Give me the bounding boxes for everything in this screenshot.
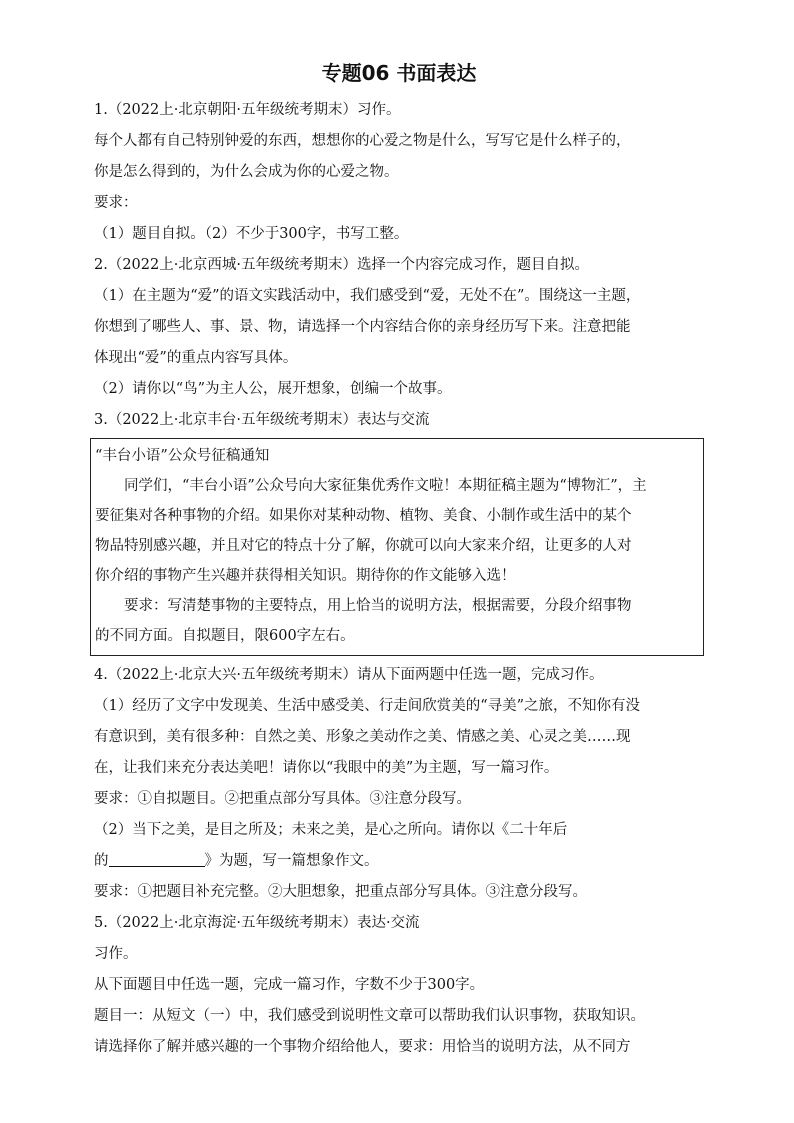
- notice-line: 你介绍的事物产生兴趣并获得相关知识。期待你的作文能够入选！: [95, 568, 516, 584]
- question-4-text: 》为题，写一篇想象作文。: [204, 853, 379, 869]
- question-2-line: 你想到了哪些人、事、景、物，请选择一个内容结合你的亲身经历写下来。注意把能: [94, 319, 631, 335]
- question-4-line: 要求：①把题目补充完整。②大胆想象，把重点部分写具体。③注意分段写。: [94, 884, 587, 900]
- question-5-line: 从下面题目中任选一题，完成一篇习作，字数不少于300字。: [94, 977, 485, 993]
- question-4-head: 4.（2022上·北京大兴·五年级统考期末）请从下面两题中任选一题，完成习作。: [94, 667, 604, 683]
- question-1-head: 1.（2022上·北京朝阳·五年级统考期末）习作。: [94, 102, 401, 118]
- question-5-head: 5.（2022上·北京海淀·五年级统考期末）表达·交流: [94, 915, 420, 931]
- fill-in-blank[interactable]: [109, 850, 205, 867]
- question-1-line: （1）题目自拟。（2）不少于300字，书写工整。: [94, 226, 409, 242]
- question-2-head: 2.（2022上·北京西城·五年级统考期末）选择一个内容完成习作，题目自拟。: [94, 257, 589, 273]
- question-4-line: （1）经历了文字中发现美、生活中感受美、行走间欣赏美的“寻美”之旅，不知你有没: [94, 698, 641, 714]
- question-2-line: 体现出“爱”的重点内容写具体。: [94, 350, 298, 366]
- question-4: [94, 660, 704, 908]
- question-2-line: （2）请你以“鸟”为主人公，展开想象，创编一个故事。: [94, 381, 452, 397]
- question-5-line: 习作。: [94, 946, 138, 962]
- question-4-line: （2）当下之美，是目之所及；未来之美，是心之所向。请你以《二十年后: [94, 822, 568, 838]
- notice-line: 同学们，“丰台小语”公众号向大家征集优秀作文啦！本期征稿主题为“博物汇”，主: [124, 478, 647, 494]
- question-4-line: [94, 846, 704, 877]
- question-4-line: 要求：①自拟题目。②把重点部分写具体。③注意分段写。: [94, 791, 471, 807]
- question-1-line: 每个人都有自己特别钟爱的东西，想想你的心爱之物是什么，写写它是什么样子的，: [94, 133, 631, 149]
- question-2: [94, 250, 704, 405]
- notice-line: 的不同方面。自拟题目，限600字左右。: [95, 628, 355, 644]
- question-1-line: 你是怎么得到的，为什么会成为你的心爱之物。: [94, 164, 399, 180]
- question-2-line: （1）在主题为“爱”的语文实践活动中，我们感受到“爱，无处不在”。围绕这一主题，: [94, 288, 641, 304]
- question-5: [94, 908, 704, 1063]
- question-3: [94, 405, 704, 656]
- question-1-line: 要求：: [94, 195, 138, 211]
- question-4-line: 有意识到，美有很多种：自然之美、形象之美动作之美、情感之美、心灵之美……现: [94, 729, 631, 745]
- question-4-text: 的: [94, 853, 109, 869]
- notice-requirement: 要求：写清楚事物的主要特点，用上恰当的说明方法，根据需要，分段介绍事物: [124, 598, 632, 614]
- document-page: [94, 55, 704, 1063]
- notice-title: “丰台小语”公众号征稿通知: [95, 448, 270, 464]
- notice-line: 要征集对各种事物的介绍。如果你对某种动物、植物、美食、小制作或生活中的某个: [95, 508, 632, 524]
- question-4-line: 在，让我们来充分表达美吧！请你以“我眼中的美”为主题，写一篇习作。: [94, 760, 559, 776]
- question-3-head: 3.（2022上·北京丰台·五年级统考期末）表达与交流: [94, 412, 430, 428]
- notice-box: [90, 438, 704, 656]
- question-5-line: 请选择你了解并感兴趣的一个事物介绍给他人，要求：用恰当的说明方法，从不同方: [94, 1039, 631, 1055]
- notice-line: 物品特别感兴趣，并且对它的特点十分了解，你就可以向大家来介绍，让更多的人对: [95, 538, 632, 554]
- page-title: 专题06 书面表达: [321, 61, 477, 85]
- question-5-line: 题目一：从短文（一）中，我们感受到说明性文章可以帮助我们认识事物，获取知识。: [94, 1008, 645, 1024]
- question-1: [94, 95, 704, 250]
